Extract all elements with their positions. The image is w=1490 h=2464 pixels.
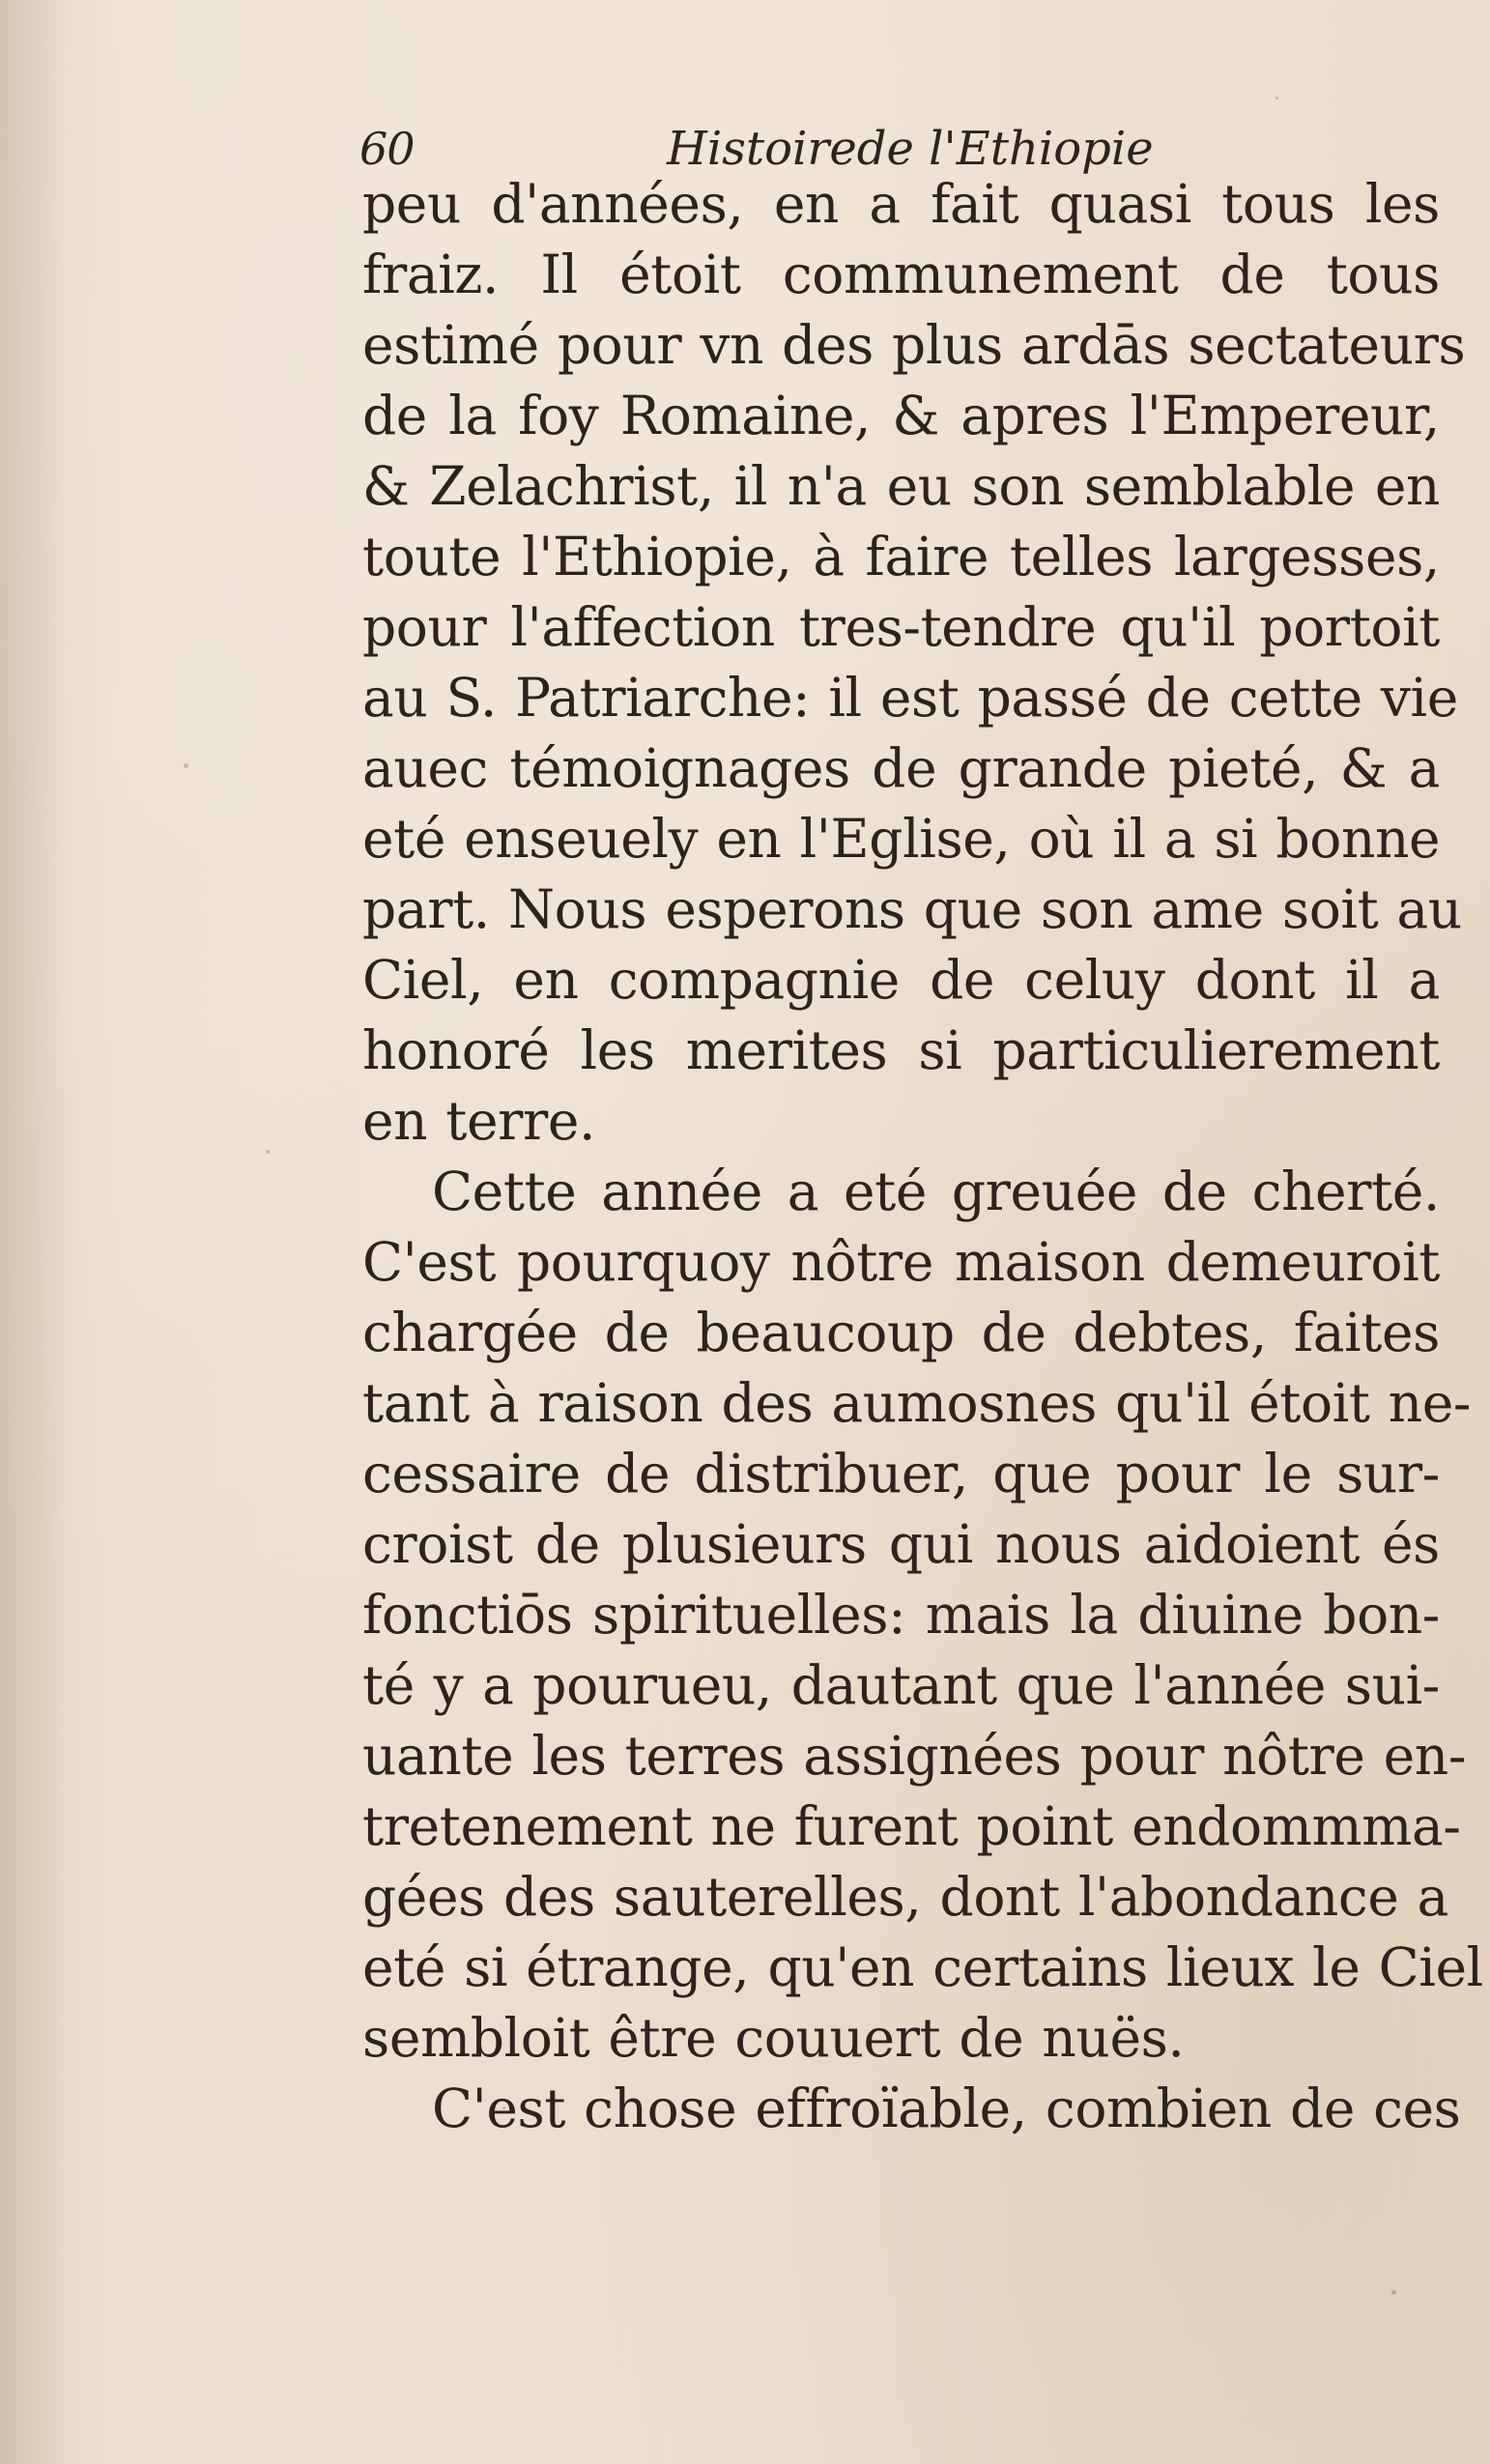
- text-line: chargée de beaucoup de debtes, faites: [362, 1302, 1440, 1363]
- paper-speckle: [502, 2106, 505, 2109]
- main-text-block: [362, 169, 1483, 2144]
- text-line: fraiz. Il étoit communement de tous: [362, 244, 1440, 305]
- text-line: part. Nous esperons que son ame soit au: [362, 878, 1462, 940]
- paper-speckle: [184, 763, 188, 768]
- text-line: estimé pour vn des plus ardās sectateurs: [362, 314, 1466, 376]
- text-line-paragraph-end: en terre.: [362, 1090, 596, 1152]
- text-line: cessaire de distribuer, que pour le sur-: [362, 1443, 1440, 1504]
- paper-speckle: [1275, 97, 1278, 100]
- text-line: croist de plusieurs qui nous aidoient és: [362, 1513, 1440, 1575]
- paper-speckle: [1391, 2290, 1396, 2295]
- text-line: eté si étrange, qu'en certains lieux le Ciel: [362, 1936, 1483, 1998]
- text-line: de la foy Romaine, & apres l'Empereur,: [362, 385, 1440, 446]
- text-line: & Zelachrist, il n'a eu son semblable en: [362, 455, 1440, 517]
- running-title: Histoirede l'Ethiopie: [667, 122, 1154, 176]
- text-line: Ciel, en compagnie de celuy dont il a: [362, 949, 1440, 1011]
- text-line: honoré les merites si particulierement: [362, 1019, 1440, 1081]
- text-line: au S. Patriarche: il est passé de cette vie: [362, 667, 1458, 729]
- text-line-paragraph-start: C'est chose effroïable, combien de ces: [432, 2077, 1461, 2139]
- text-line: auec témoignages de grande pieté, & a: [362, 737, 1440, 799]
- text-line: fonctiōs spirituelles: mais la diuine bon-: [362, 1584, 1440, 1646]
- text-line-paragraph-end: sembloit être couuert de nuës.: [362, 2007, 1185, 2069]
- text-line-paragraph-start: Cette année a eté greuée de cherté.: [432, 1160, 1440, 1222]
- text-line: toute l'Ethiopie, à faire telles largesses,: [362, 526, 1440, 587]
- paper-speckle: [266, 1150, 270, 1154]
- page-number: 60: [359, 123, 415, 175]
- text-line: tretenement ne furent point endommma-: [362, 1795, 1461, 1857]
- text-line: té y a pourueu, dautant que l'année sui-: [362, 1654, 1440, 1716]
- text-line: peu d'années, en a fait quasi tous les: [362, 173, 1440, 235]
- page-edge-shadow: [0, 0, 68, 2464]
- text-line: C'est pourquoy nôtre maison demeuroit: [362, 1231, 1440, 1293]
- text-line: uante les terres assignées pour nôtre en-: [362, 1725, 1467, 1787]
- text-line: eté enseuely en l'Eglise, où il a si bonne: [362, 808, 1441, 870]
- text-line: tant à raison des aumosnes qu'il étoit ne-: [362, 1372, 1472, 1434]
- text-line: pour l'affection tres-tendre qu'il portoit: [362, 596, 1440, 658]
- text-line: gées des sauterelles, dont l'abondance a: [362, 1866, 1448, 1928]
